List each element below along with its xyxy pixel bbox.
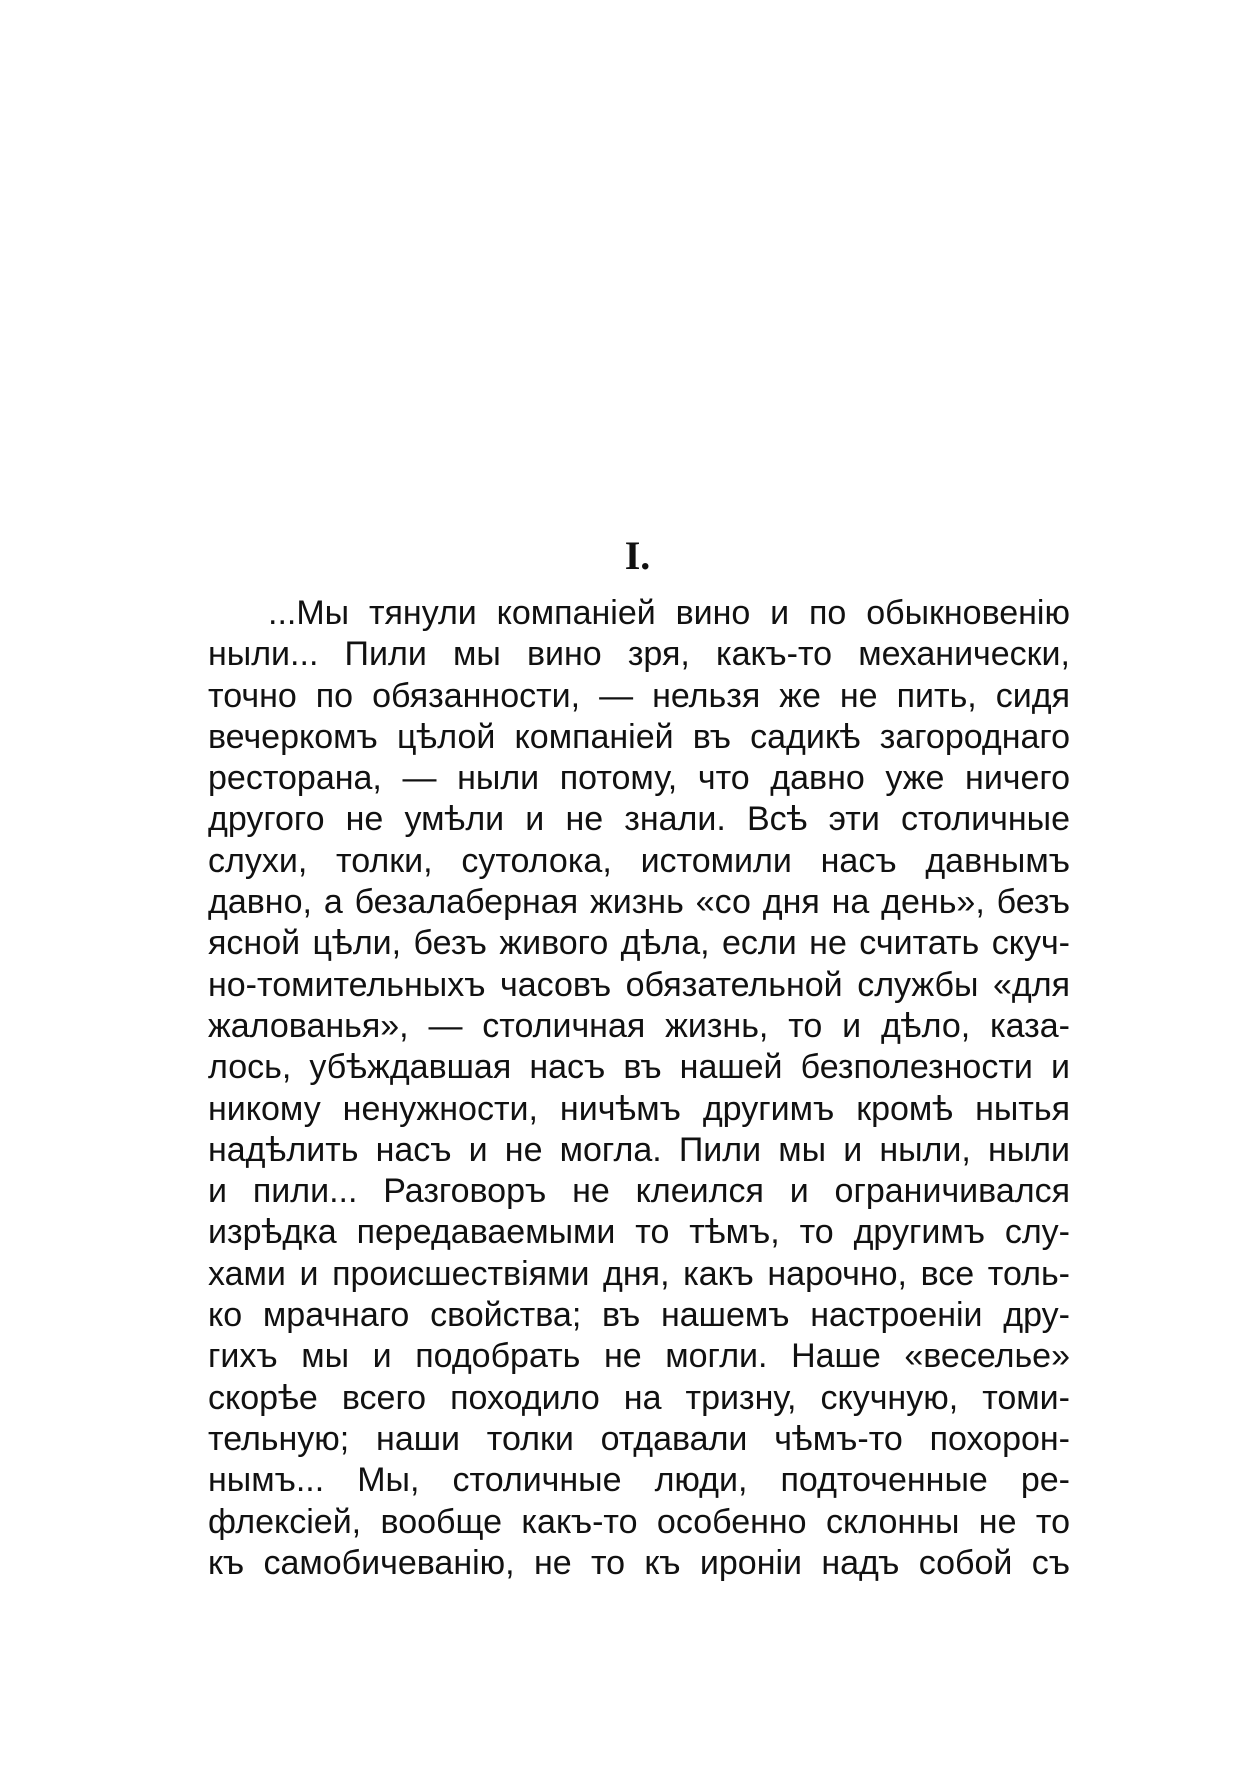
text-line: флексiей, вообще какъ-то особенно склонны не то bbox=[208, 1502, 1070, 1541]
text-line: ко мрачнаго свойства; въ нашемъ настроенiи дру- bbox=[208, 1296, 1070, 1335]
text-line: ныли... Пили мы вино зря, какъ-то механически, bbox=[208, 635, 1070, 674]
text-line: давно, а безалаберная жизнь «со дня на день», безъ bbox=[208, 883, 1070, 922]
text-line: но-томительныхъ часовъ обязательной службы «для bbox=[208, 965, 1070, 1004]
text-line: ресторана, — ныли потому, что давно уже ничего bbox=[208, 759, 1070, 798]
text-line: и пили... Разговоръ не клеился и ограничивался bbox=[208, 1172, 1070, 1211]
text-line: жалованья», — столичная жизнь, то и дѣло, каза- bbox=[208, 1006, 1070, 1045]
text-line: точно по обязанности, — нельзя же не пить, сидя bbox=[208, 676, 1070, 715]
text-line: скорѣе всего походило на тризну, скучную, томи- bbox=[208, 1378, 1070, 1417]
text-line: ...Мы тянули компанiей вино и по обыкновенiю bbox=[268, 594, 1070, 632]
text-line: надѣлить насъ и не могла. Пили мы и ныли, ныли bbox=[208, 1130, 1070, 1169]
text-line: къ самобичеванiю, не то къ иронiи надъ собой съ bbox=[208, 1543, 1070, 1582]
text-line: лось, убѣждавшая насъ въ нашей безполезности и bbox=[208, 1048, 1070, 1087]
text-line: другого не умѣли и не знали. Всѣ эти столичные bbox=[208, 800, 1070, 839]
text-line: нымъ... Мы, столичные люди, подточенные ре- bbox=[208, 1461, 1070, 1500]
chapter-number: I. bbox=[624, 533, 651, 578]
text-line: ясной цѣли, безъ живого дѣла, если не считать скуч- bbox=[208, 924, 1070, 963]
text-line: вечеркомъ цѣлой компанiей въ садикѣ загороднаго bbox=[208, 717, 1070, 756]
text-line: гихъ мы и подобрать не могли. Наше «веселье» bbox=[208, 1337, 1070, 1376]
text-line: никому ненужности, ничѣмъ другимъ кромѣ нытья bbox=[208, 1089, 1070, 1128]
paragraph bbox=[208, 593, 1070, 1584]
text-line: хами и происшествiями дня, какъ нарочно, все толь- bbox=[208, 1254, 1070, 1293]
text-line: тельную; наши толки отдавали чѣмъ-то похорон- bbox=[208, 1419, 1070, 1458]
text-line: изрѣдка передаваемыми то тѣмъ, то другимъ слу- bbox=[208, 1213, 1070, 1252]
text-line: слухи, толки, сутолока, истомили насъ давнымъ bbox=[208, 841, 1070, 880]
